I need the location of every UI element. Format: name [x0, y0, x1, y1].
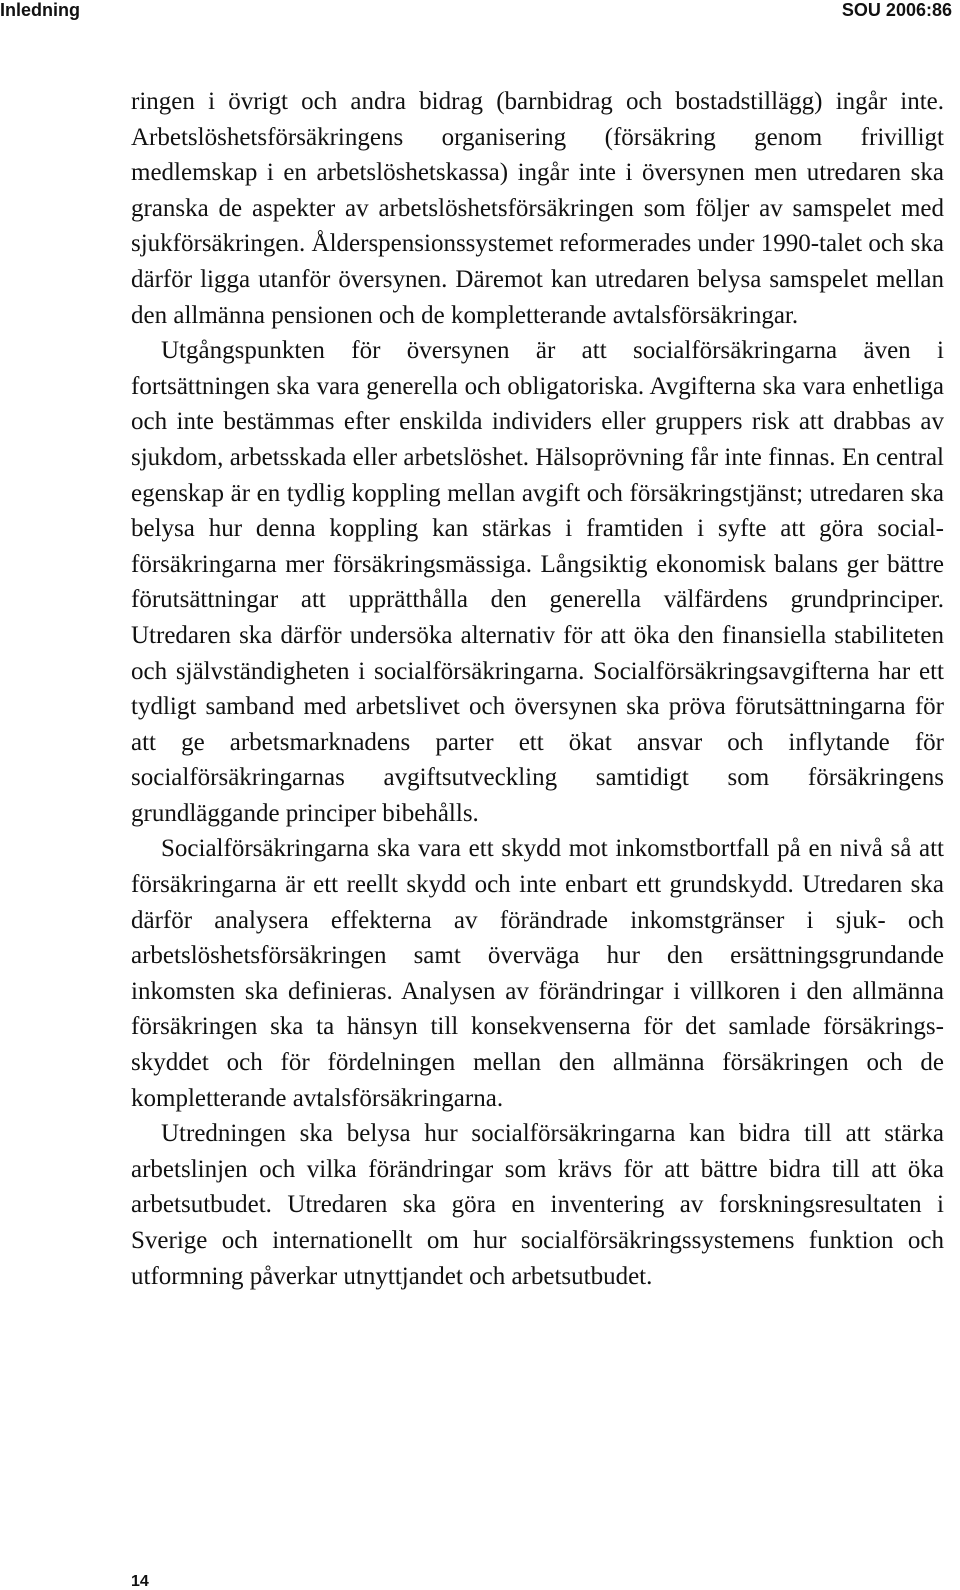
- paragraph: Utredningen ska belysa hur socialförsäkringarna kan bidra till att stärka arbetslinjen och vilka förändringar som krävs för att bättre bidra till att öka arbetsutbudet. Utredaren ska göra en inventering av forskningsresultaten i Sverige och internationellt om hur socialförsäkringssystemens funktion och utformning påverkar utnyttjandet och arbetsutbudet.: [131, 1120, 944, 1290]
- section-title: Inledning: [0, 0, 80, 20]
- paragraph-continued: ringen i övrigt och andra bidrag (barnbidrag och bostadstillägg) ingår inte. Arbetslöshetsförsäkringens organisering (försäkring genom frivilligt medlemskap i en arbetslöshetskassa) ingår inte i översynen men utredaren ska granska de aspekter av arbetslöshetsförsäkringen som följer av samspelet med sjukförsäkringen. Ålderspensionssystemet reformerades under 1990-talet och ska därför ligga utanför översynen. Däremot kan utredaren belysa samspelet mellan den allmänna pensionen och de kompletterande avtalsförsäkringar.: [131, 88, 944, 329]
- page-number: 14: [131, 1573, 149, 1590]
- paragraph: Utgångspunkten för översynen är att socialförsäkringarna även i fortsättningen ska vara generella och obligatoriska. Avgifterna ska vara enhetliga och inte bestämmas efter enskilda individers eller gruppers risk att drabbas av sjukdom, arbetsskada eller arbetslöshet. Hälsoprövning får inte finnas. En central egenskap är en tydlig koppling mellan avgift och försäkringstjänst; utredaren ska belysa hur denna koppling kan stärkas i framtiden i syfte att göra socialförsäkringarna mer försäkringsmässiga. Långsiktig ekonomisk balans ger bättre förutsättningar att upprätthålla den generella välfärdens grundprinciper. Utredaren ska därför undersöka alternativ för att öka den finansiella stabiliteten och självständigheten i socialförsäkringarna. Socialförsäkringsavgifterna har ett tydligt samband med arbetslivet och översynen ska pröva förutsättningarna för att ge arbetsmarknadens parter ett ökat ansvar och inflytande för socialförsäkringarnas avgiftsutveckling samtidigt som försäkringens grundläggande principer bibehålls.: [131, 337, 944, 827]
- running-header: [0, 0, 960, 20]
- body-text: [131, 84, 944, 1294]
- report-number: SOU 2006:86: [841, 0, 952, 20]
- paragraph: Socialförsäkringarna ska vara ett skydd mot inkomstbortfall på en nivå så att försäkringarna är ett reellt skydd och inte enbart ett grundskydd. Utredaren ska därför analysera effekterna av förändrade inkomstgränser i sjuk- och arbetslöshetsförsäkringen samt överväga hur den ersättningsgrundande inkomsten ska definieras. Analysen av förändringar i villkoren i den allmänna försäkringen ska ta hänsyn till konsekvenserna för det samlade försäkringsskyddet och för fördelningen mellan den allmänna försäkringen och de kompletterande avtalsförsäkringarna.: [131, 835, 944, 1112]
